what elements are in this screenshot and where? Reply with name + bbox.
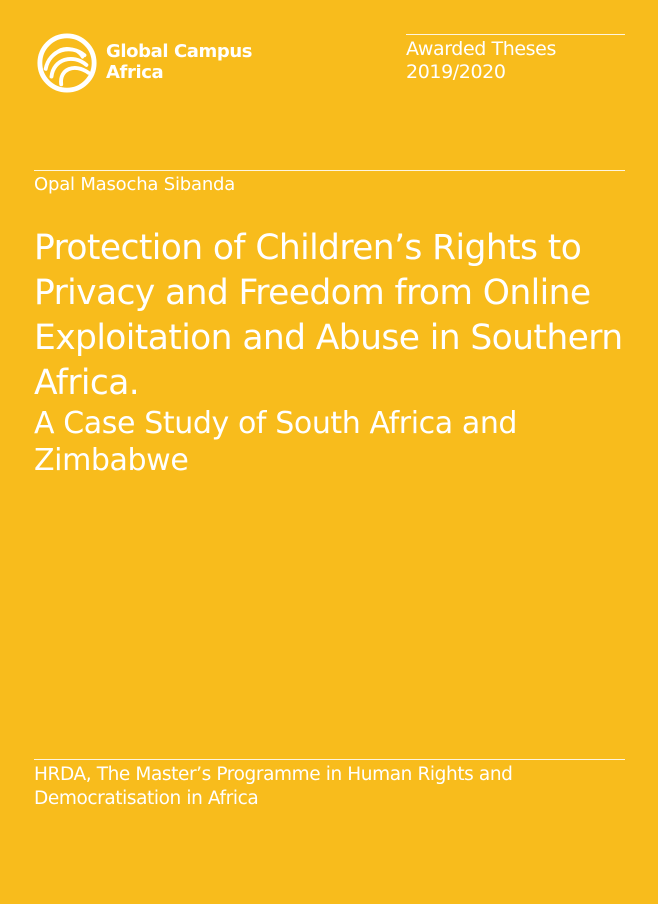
series-top-divider bbox=[406, 34, 625, 35]
programme-name: HRDA, The Master’s Programme in Human Rights and Democratisation in Africa bbox=[34, 764, 513, 809]
swirl-logo-icon bbox=[36, 32, 98, 94]
brand-line-2: Africa bbox=[106, 62, 164, 83]
programme-divider bbox=[34, 759, 625, 760]
thesis-title: Protection of Children’s Rights to Privacy and Freedom from Online Exploitation and Abuse in Southern Africa. bbox=[34, 228, 623, 403]
brand-name bbox=[106, 41, 252, 83]
author-divider bbox=[34, 170, 625, 171]
series-label bbox=[406, 38, 556, 84]
global-campus-logo-icon bbox=[36, 32, 100, 96]
thesis-subtitle: A Case Study of South Africa and Zimbabwe bbox=[34, 406, 518, 478]
series-year: 2019/2020 bbox=[406, 61, 506, 83]
series-line-1: Awarded Theses bbox=[406, 38, 556, 60]
author-name: Opal Masocha Sibanda bbox=[34, 174, 236, 195]
brand-line-1: Global Campus bbox=[106, 41, 253, 62]
